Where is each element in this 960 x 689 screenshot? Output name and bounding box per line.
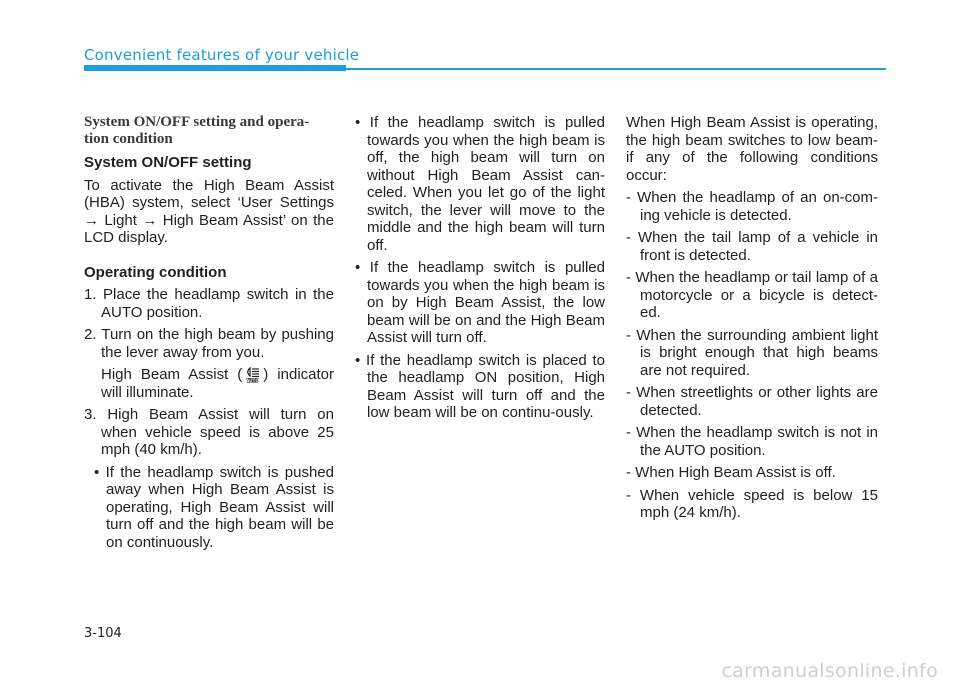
list-item: 2. Turn on the high beam by pushing the lever away from you. (84, 326, 334, 361)
column-middle (355, 114, 605, 427)
header-accent-bar (84, 65, 346, 71)
bullet-item: • If the headlamp switch is pulled towards you when the high beam is off, the high beam will turn on without High Beam Assist can-celed. When you let go of the light switch, the lever will move to the middle and the high beam will turn off. (355, 114, 605, 254)
condition-item: - When streetlights or other lights are detected. (626, 384, 878, 419)
bullet-item: • If the headlamp switch is pushed away when High Beam Assist is operating, High Beam Assist will turn off and the high beam will be on continuously. (94, 463, 334, 551)
indicator-note (84, 366, 334, 401)
subsection-title-onoff: System ON/OFF setting (84, 154, 252, 171)
list-item: 1. Place the headlamp switch in the AUTO position. (84, 286, 334, 321)
watermark: carmanualsonline.info (721, 660, 938, 682)
section-header-title: Convenient features of your vehicle (84, 46, 360, 64)
indicator-note-text: High Beam Assist ( (101, 366, 243, 383)
bullet-item: • If the headlamp switch is pulled towards you when the high beam is on by High Beam Assist, the low beam will be on and the High Beam Assist will turn off. (355, 259, 605, 346)
subsection-title-operating: Operating condition (84, 263, 227, 281)
conditions-intro: When High Beam Assist is operating, the high beam switches to low beam-if any of the following conditions occur: (626, 114, 878, 184)
section-title: System ON/OFF setting and opera-tion condition (84, 114, 310, 147)
condition-item: - When the headlamp of an on-com-ing vehicle is detected. (626, 189, 878, 224)
list-item: 3. High Beam Assist will turn on when vehicle speed is above 25 mph (40 km/h). (84, 406, 334, 458)
auto-high-beam-indicator-icon (244, 366, 261, 383)
column-right (626, 114, 878, 527)
column-left (84, 114, 334, 556)
bullet-item: • If the headlamp switch is placed to the headlamp ON position, High Beam Assist will turn off and the low beam will be on continu-ously. (355, 351, 605, 421)
svg-text:AUTO: AUTO (246, 377, 260, 383)
condition-item: - When the surrounding ambient light is bright enough that high beams are not required. (626, 326, 878, 379)
condition-item: - When the headlamp switch is not in the AUTO position. (626, 424, 878, 459)
page-number: 3-104 (84, 626, 122, 641)
condition-item: - When vehicle speed is below 15 mph (24 km/h). (626, 486, 878, 521)
indicator-note-text: ) indicator will illuminate. (101, 366, 334, 401)
header-rule (346, 68, 886, 70)
condition-item: - When the headlamp or tail lamp of a motorcycle or a bicycle is detect-ed. (626, 269, 878, 321)
condition-item: - When the tail lamp of a vehicle in front is detected. (626, 229, 878, 264)
condition-item: - When High Beam Assist is off. (626, 464, 836, 481)
onoff-instructions: To activate the High Beam Assist (HBA) system, select ‘User Settings → Light → High Beam Assist’ on the LCD display. (84, 176, 334, 246)
